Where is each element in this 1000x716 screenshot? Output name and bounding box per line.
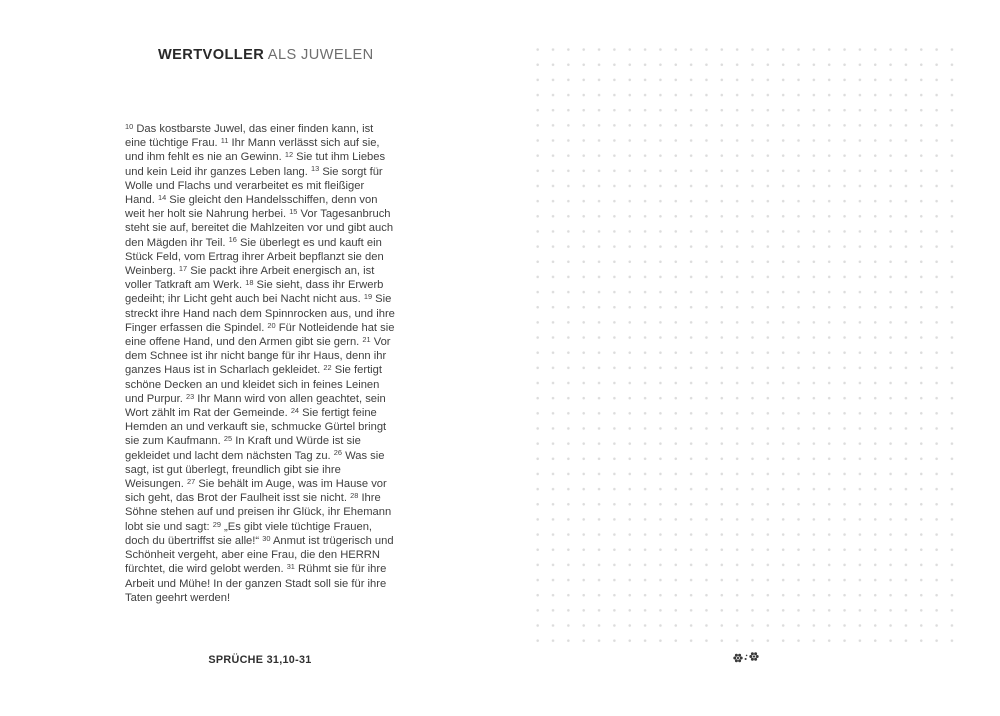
verse-number: 24 [290,405,300,415]
floral-ornament-icon [530,650,962,664]
verse-number: 20 [267,320,276,330]
verse-number: 29 [212,519,221,529]
verse-number: 12 [284,150,294,160]
verse-number: 13 [310,164,320,174]
verse-number: 17 [178,263,188,273]
verse-number: 25 [223,434,233,444]
page-title [158,47,374,63]
verse-number: 10 [125,121,134,131]
title-rest: ALS JUWELEN [264,47,374,63]
title-emphasis: WERTVOLLER [158,47,265,63]
verse-number: 22 [323,363,332,373]
verse-number: 21 [362,334,371,344]
verse-number: 19 [363,292,373,302]
verse-number: 16 [228,235,237,245]
verse-number: 26 [333,448,342,458]
verse-number: 28 [350,491,359,501]
verse-number: 18 [245,278,254,288]
scripture-reference: SPRÜCHE 31,10-31 [208,654,312,666]
dot-grid [530,42,962,650]
verse-paragraph: $^{10}$ Das kostbarste Juwel, das einer finden kann, ist eine tüchtige Frau. $^{11}$ Ihr Mann verlässt sich auf sie, und ihm fehlt es nie an Gewinn. $^{12}$ Sie tut ihm Liebes und kein Leid ihr ganzes Leben lang. $^{13}$ Sie sorgt für Wolle und Flachs und verarbeitet es mit fleißiger Hand. $^{14}$ Sie gleicht den Handelsschiffen, denn von weit her holt sie Nahrung herbei. $^{15}$ Vor Tagesanbruch steht sie auf, bereitet die Mahlzeiten vor und gibt auch den Mägden ihr Teil. $^{16}$ Sie überlegt es und kauft ein Stück Feld, vom Ertrag ihrer Arbeit bepflanzt sie den Weinberg. $^{17}$ Sie packt ihre Arbeit energisch an, ist voller Tatkraft am Werk. $^{18}$ Sie sieht, dass ihr Erwerb gedeiht; ihr Licht geht auch bei Nacht nicht aus. $^{19}$ Sie streckt ihre Hand nach dem Spinnrocken aus, und ihre Finger erfassen die Spindel. $^{20}$ Für Notleidende hat sie eine offene Hand, und den Armen gibt sie gern. $^{21}$ Vor dem Schnee ist ihr nicht bange für ihr Haus, denn ihr ganzes Haus ist in Scharlach gekleidet. $^{22}$ Sie fertigt schöne Decken an und kleidet sich in feines Leinen und Purpur. $^{23}$ Ihr Mann wird von allen geachtet, sein Wort zählt im Rat der Gemeinde. $^{24}$ Sie fertigt feine Hemden an und verkauft sie, schmucke Gürtel bringt sie zum Kaufmann. $^{25}$ In Kraft und Würde ist sie gekleidet und lacht dem nächsten Tag zu. $^{26}$ Was sie sagt, ist gut überlegt, freundlich gibt sie ihre Weisungen. $^{27}$ Sie behält im Auge, was im Hause vor sich geht, das Brot der Faulheit isst sie nicht. $^{28}$ Ihre Söhne stehen auf und preisen ihr Glück, ihr Ehemann lobt sie und sagt: $^{29}$ „Es gibt viele tüchtige Frauen, doch du übertriffst sie alle!“ $^{30}$ Anmut ist trügerisch und Schönheit vergeht, aber eine Frau, die den HERRN fürchtet, die wird gelobt werden. $^{31}$ Rühmt sie für ihre Arbeit und Mühe! In der ganzen Stadt soll sie für ihre Taten geehrt werden! [125,121,395,604]
verse-number: 15 [289,207,298,217]
verse-number: 30 [262,533,271,543]
verse-number: 14 [157,192,167,202]
verse-number: 11 [220,136,229,146]
verse-number: 27 [187,476,196,486]
verse-number: 23 [185,391,195,401]
verse-number: 31 [286,562,295,572]
